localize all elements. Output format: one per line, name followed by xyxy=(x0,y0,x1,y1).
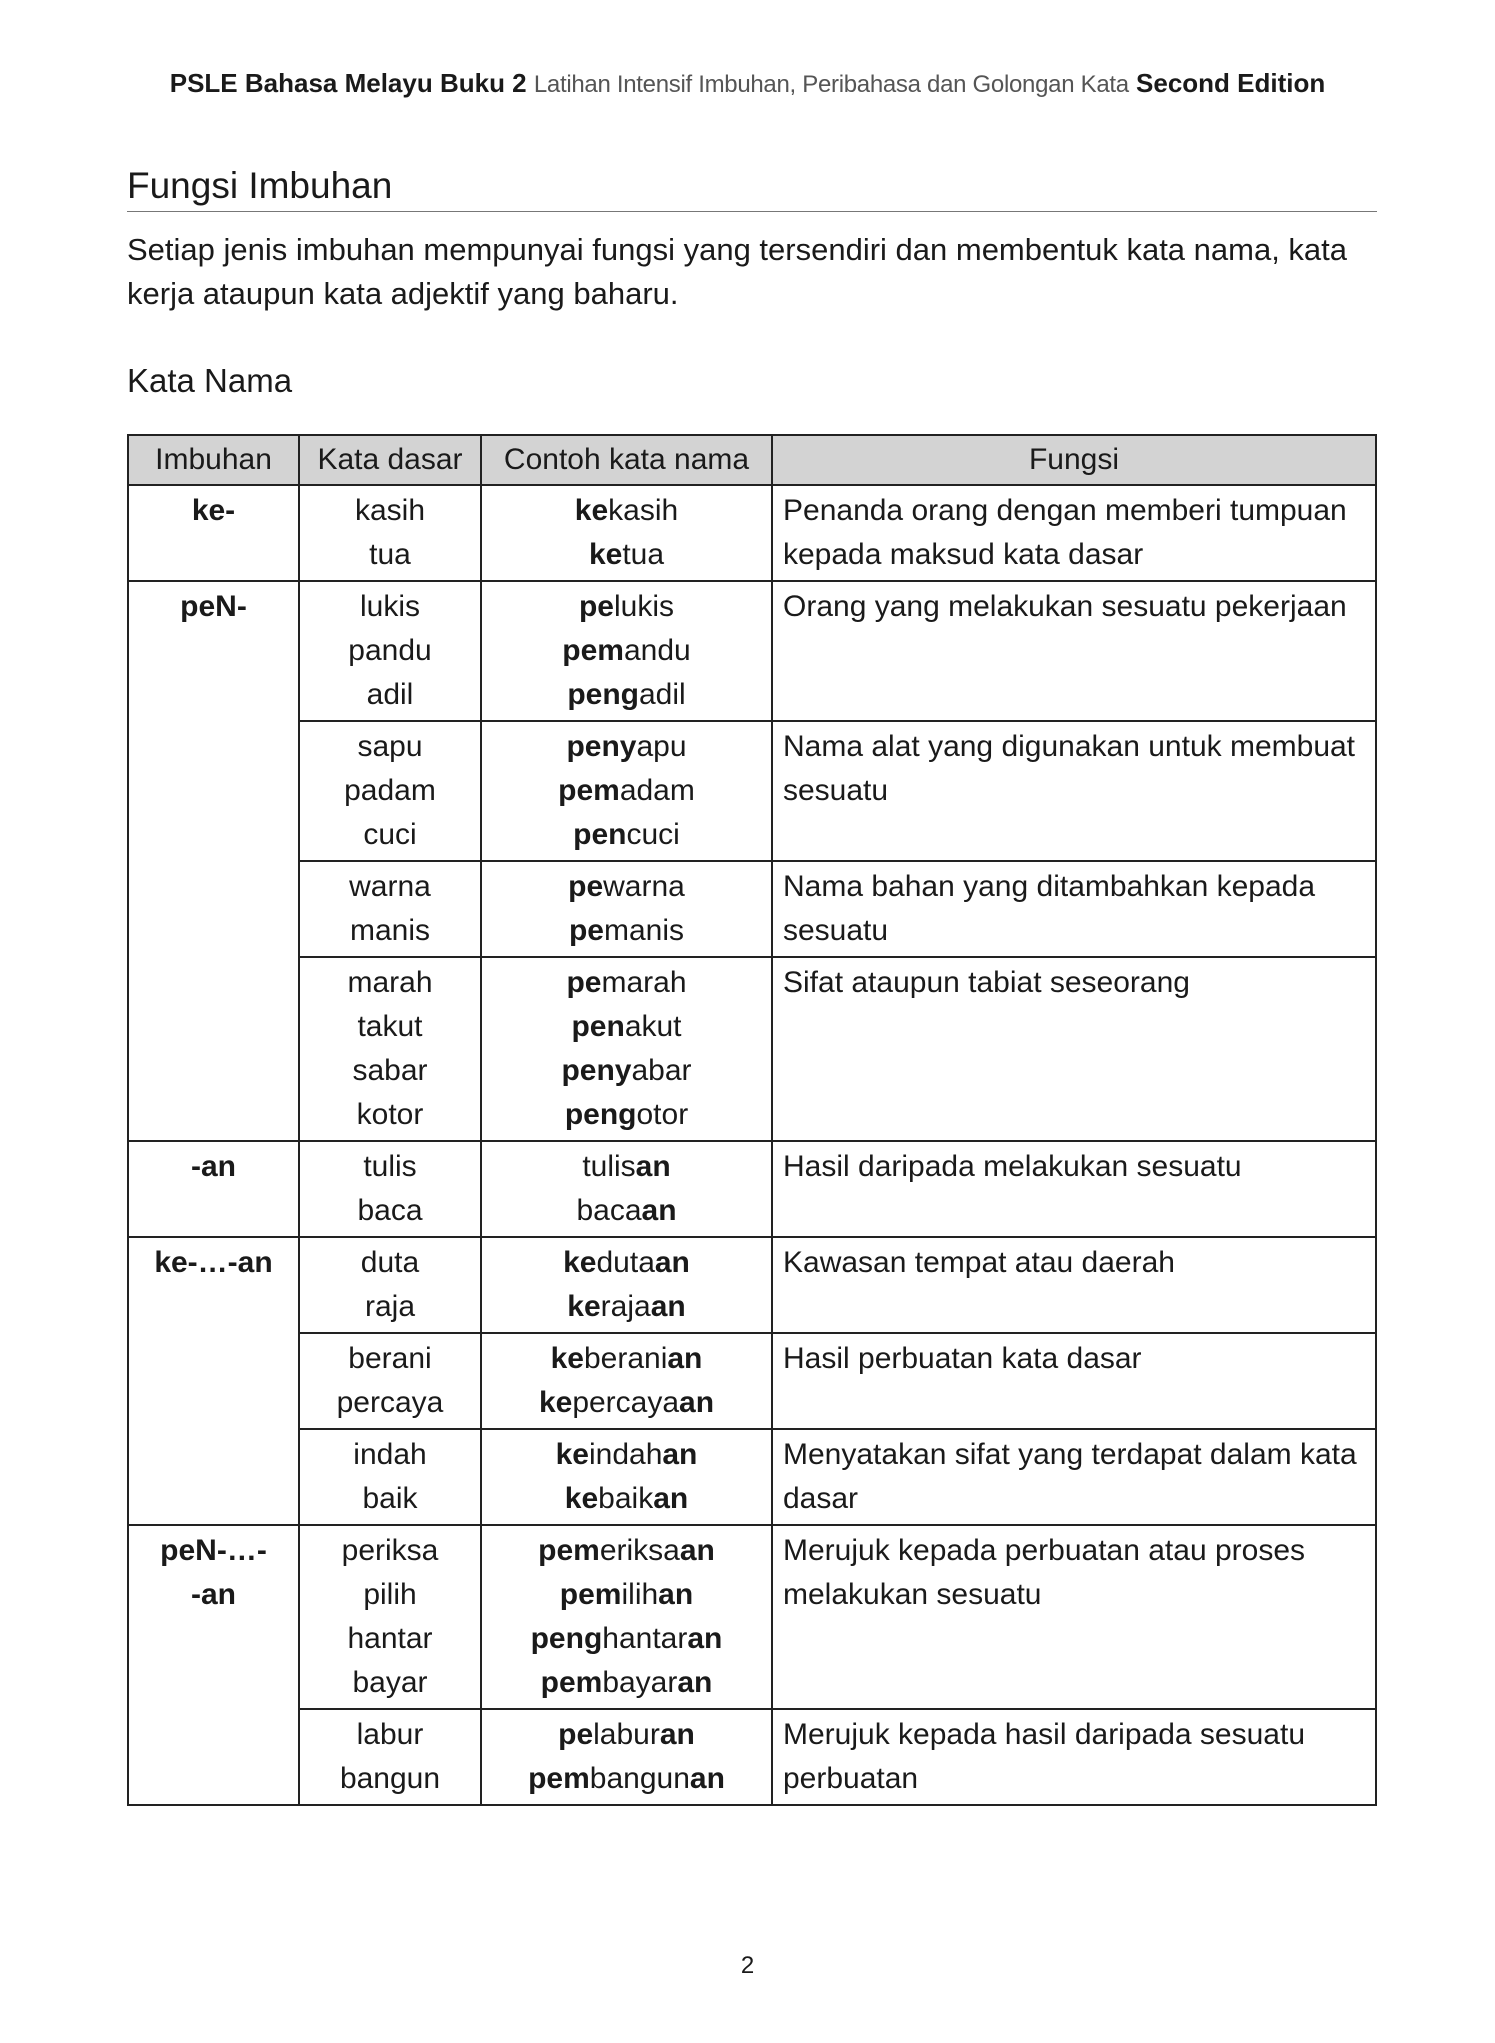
cell-fungsi: Menyatakan sifat yang terdapat dalam kata dasar xyxy=(772,1429,1376,1525)
cell-kata-dasar xyxy=(299,1333,481,1429)
kata-dasar-word: tulis xyxy=(363,1150,417,1183)
kata-dasar-word: takut xyxy=(357,1010,423,1043)
contoh-word: bacaan xyxy=(576,1194,677,1227)
contoh-word: penakut xyxy=(571,1010,682,1043)
kata-dasar-word: padam xyxy=(344,774,436,807)
cell-imbuhan xyxy=(128,485,299,581)
table-row xyxy=(128,485,1376,581)
cell-contoh xyxy=(481,1525,772,1709)
contoh-word: pemanis xyxy=(568,914,685,947)
contoh-word: penghantaran xyxy=(530,1622,723,1655)
header-book-title: PSLE Bahasa Melayu Buku 2 xyxy=(169,68,527,98)
kata-dasar-word: manis xyxy=(349,914,431,947)
cell-kata-dasar xyxy=(299,1141,481,1237)
kata-dasar-word: bayar xyxy=(352,1666,428,1699)
imbuhan-text: -an xyxy=(191,1578,236,1611)
kata-dasar-word: kasih xyxy=(354,494,426,527)
cell-contoh xyxy=(481,721,772,861)
table-row xyxy=(128,861,1376,957)
cell-imbuhan xyxy=(128,581,299,1141)
cell-imbuhan xyxy=(128,1237,299,1525)
imbuhan-text: ke- xyxy=(191,494,236,527)
contoh-word: penyapu xyxy=(566,730,687,763)
contoh-word: pelukis xyxy=(578,590,675,623)
contoh-word: tulisan xyxy=(582,1150,671,1183)
contoh-word: kebaikan xyxy=(564,1482,689,1515)
contoh-word: ketua xyxy=(588,538,665,571)
subsection-title: Kata Nama xyxy=(127,362,293,399)
kata-dasar-word: labur xyxy=(356,1718,424,1751)
kata-dasar-word: berani xyxy=(348,1342,432,1375)
cell-kata-dasar xyxy=(299,1709,481,1805)
table-row xyxy=(128,1141,1376,1237)
kata-dasar-word: bangun xyxy=(339,1762,441,1795)
imbuhan-text: -an xyxy=(191,1150,236,1183)
cell-fungsi: Hasil perbuatan kata dasar xyxy=(772,1333,1376,1429)
cell-fungsi: Penanda orang dengan memberi tumpuan kepada maksud kata dasar xyxy=(772,485,1376,581)
cell-kata-dasar xyxy=(299,1429,481,1525)
kata-dasar-word: pilih xyxy=(363,1578,417,1611)
kata-dasar-word: hantar xyxy=(347,1622,433,1655)
kata-dasar-word: periksa xyxy=(341,1534,439,1567)
kata-dasar-word: percaya xyxy=(336,1386,444,1419)
contoh-word: kedutaan xyxy=(563,1246,690,1279)
imbuhan-text: ke-…-an xyxy=(154,1246,273,1279)
contoh-word: pemilihan xyxy=(559,1578,694,1611)
cell-contoh xyxy=(481,485,772,581)
page-number: 2 xyxy=(740,1952,755,1979)
contoh-word: pengadil xyxy=(567,678,686,711)
kata-dasar-word: pandu xyxy=(348,634,432,667)
cell-fungsi: Nama bahan yang ditambahkan kepada sesuatu xyxy=(772,861,1376,957)
contoh-word: kerajaan xyxy=(567,1290,686,1323)
cell-contoh xyxy=(481,1709,772,1805)
header-contoh: Contoh kata nama xyxy=(481,435,772,485)
kata-dasar-word: indah xyxy=(353,1438,427,1471)
table-row xyxy=(128,1429,1376,1525)
cell-contoh xyxy=(481,581,772,721)
table-row xyxy=(128,957,1376,1141)
cell-contoh xyxy=(481,957,772,1141)
kata-dasar-word: sapu xyxy=(357,730,423,763)
contoh-word: kepercayaan xyxy=(538,1386,715,1419)
table-row xyxy=(128,1237,1376,1333)
contoh-word: pembangunan xyxy=(528,1762,725,1795)
cell-kata-dasar xyxy=(299,485,481,581)
cell-contoh xyxy=(481,1237,772,1333)
contoh-word: pembayaran xyxy=(540,1666,713,1699)
kata-dasar-word: raja xyxy=(364,1290,416,1323)
imbuhan-table xyxy=(127,434,1377,1806)
contoh-word: pemadam xyxy=(558,774,695,807)
cell-contoh xyxy=(481,1429,772,1525)
cell-kata-dasar xyxy=(299,957,481,1141)
table-row xyxy=(128,1709,1376,1805)
cell-fungsi: Hasil daripada melakukan sesuatu xyxy=(772,1141,1376,1237)
cell-contoh xyxy=(481,861,772,957)
intro-paragraph: Setiap jenis imbuhan mempunyai fungsi yang tersendiri dan membentuk kata nama, kata kerja ataupun kata adjektif yang baharu. xyxy=(127,232,1348,311)
cell-fungsi: Merujuk kepada perbuatan atau proses melakukan sesuatu xyxy=(772,1525,1376,1709)
header-subtitle: Latihan Intensif Imbuhan, Peribahasa dan Golongan Kata xyxy=(533,71,1129,98)
cell-fungsi: Nama alat yang digunakan untuk membuat sesuatu xyxy=(772,721,1376,861)
contoh-word: kekasih xyxy=(574,494,679,527)
table-row xyxy=(128,721,1376,861)
contoh-word: keberanian xyxy=(550,1342,703,1375)
section-title: Fungsi Imbuhan xyxy=(127,165,1377,212)
kata-dasar-word: baca xyxy=(357,1194,423,1227)
cell-kata-dasar xyxy=(299,581,481,721)
table-row xyxy=(128,1525,1376,1709)
kata-dasar-word: cuci xyxy=(363,818,417,851)
kata-dasar-word: sabar xyxy=(352,1054,428,1087)
imbuhan-text: peN-…- xyxy=(160,1534,267,1567)
cell-kata-dasar xyxy=(299,721,481,861)
cell-fungsi: Kawasan tempat atau daerah xyxy=(772,1237,1376,1333)
header-fungsi: Fungsi xyxy=(772,435,1376,485)
contoh-word: pelaburan xyxy=(558,1718,695,1751)
cell-fungsi: Orang yang melakukan sesuatu pekerjaan xyxy=(772,581,1376,721)
contoh-word: keindahan xyxy=(555,1438,698,1471)
cell-kata-dasar xyxy=(299,1237,481,1333)
running-header xyxy=(0,68,1495,99)
cell-imbuhan xyxy=(128,1141,299,1237)
contoh-word: penyabar xyxy=(561,1054,692,1087)
table-body xyxy=(128,485,1376,1805)
header-edition: Second Edition xyxy=(1136,68,1326,98)
cell-kata-dasar xyxy=(299,861,481,957)
cell-fungsi: Sifat ataupun tabiat seseorang xyxy=(772,957,1376,1141)
kata-dasar-word: adil xyxy=(366,678,414,711)
kata-dasar-word: duta xyxy=(360,1246,420,1279)
table-row xyxy=(128,1333,1376,1429)
kata-dasar-word: marah xyxy=(347,966,433,999)
cell-contoh xyxy=(481,1141,772,1237)
contoh-word: pemandu xyxy=(562,634,691,667)
contoh-word: pengotor xyxy=(564,1098,689,1131)
contoh-word: pencuci xyxy=(573,818,680,851)
cell-imbuhan xyxy=(128,1525,299,1805)
cell-contoh xyxy=(481,1333,772,1429)
header-kata-dasar: Kata dasar xyxy=(299,435,481,485)
contoh-word: pemarah xyxy=(566,966,687,999)
contoh-word: pewarna xyxy=(568,870,685,903)
imbuhan-text: peN- xyxy=(180,590,247,623)
kata-dasar-word: warna xyxy=(349,870,431,903)
table-header-row xyxy=(128,435,1376,485)
cell-fungsi: Merujuk kepada hasil daripada sesuatu perbuatan xyxy=(772,1709,1376,1805)
kata-dasar-word: lukis xyxy=(359,590,420,623)
cell-kata-dasar xyxy=(299,1525,481,1709)
table-row xyxy=(128,581,1376,721)
contoh-word: pemeriksaan xyxy=(538,1534,715,1567)
kata-dasar-word: baik xyxy=(362,1482,418,1515)
header-imbuhan: Imbuhan xyxy=(128,435,299,485)
kata-dasar-word: kotor xyxy=(356,1098,424,1131)
kata-dasar-word: tua xyxy=(369,538,411,571)
